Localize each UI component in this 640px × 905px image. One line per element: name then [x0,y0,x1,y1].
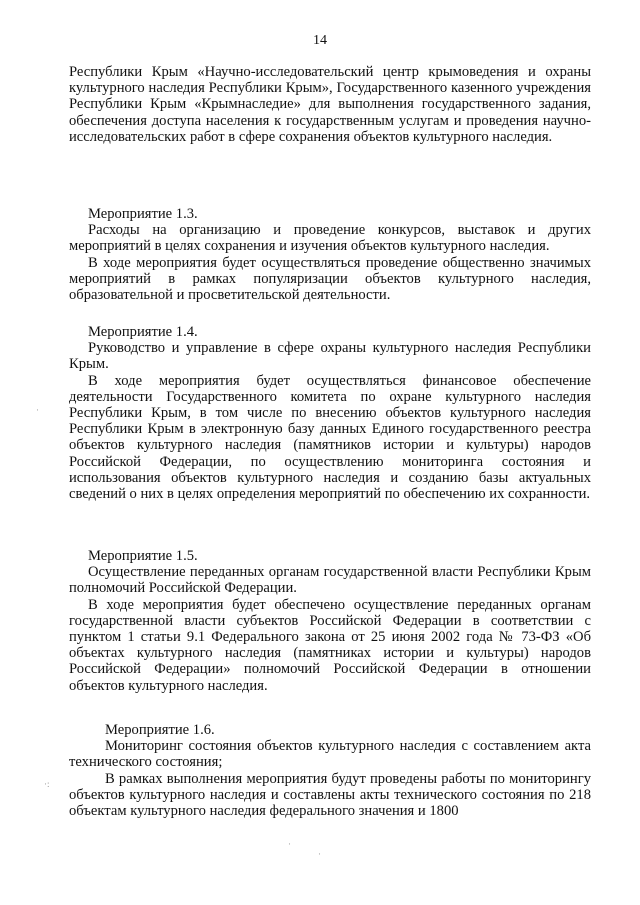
measure-1-3-section [69,206,591,303]
measure-title: Осуществление переданных органам государственной власти Республики Крым полномочий Российской Федерации. [69,564,591,597]
scan-speck: · [288,839,291,849]
measure-heading: Мероприятие 1.4. [88,324,198,340]
measure-heading: Мероприятие 1.6. [105,722,215,738]
scan-speck: · [318,849,321,859]
measure-1-4-section [69,324,591,502]
measure-heading: Мероприятие 1.3. [88,206,198,222]
measure-1-5-section [69,548,591,694]
scan-speck: · [36,405,39,415]
measure-body: В ходе мероприятия будет обеспечено осуществление переданных органам государственной власти субъектов Российской Федерации в соответствии с пунктом 1 статьи 9.1 Федерального закона от 25 июня 2002 года № 73-ФЗ «Об объектах культурного наследия (памятниках истории и культуры) народов Российской Федерации» полномочий Российской Федерации в отношении объектов культурного наследия. [69,596,591,694]
page-number: 14 [313,33,327,48]
measure-heading: Мероприятие 1.5. [88,548,198,564]
intro-paragraph: Республики Крым «Научно-исследовательский центр крымоведения и охраны культурного наследия Республики Крым», Государственного казенного учреждения Республики Крым «Крымнаследие» для выполнения государственного задания, обеспечения доступа населения к государственным услугам и проведения научно-исследовательских работ в сфере сохранения объектов культурного наследия. [69,64,591,145]
measure-title: Расходы на организацию и проведение конкурсов, выставок и других мероприятий в целях сохранения и изучения объектов культурного наследия. [69,222,591,255]
measure-title: Мониторинг состояния объектов культурного наследия с составлением акта технического состояния; [69,738,591,771]
measure-body: В рамках выполнения мероприятия будут проведены работы по мониторингу объектов культурного наследия и составлены акты технического состояния по 218 объектам культурного наследия федерального значения и 1800 [69,770,591,820]
measure-1-6-section [69,722,591,819]
scan-speck: ·: [44,779,50,789]
measure-title: Руководство и управление в сфере охраны культурного наследия Республики Крым. [69,340,591,373]
intro-section [69,64,591,145]
measure-body: В ходе мероприятия будет осуществляться проведение общественно значимых мероприятий в рамках популяризации объектов культурного наследия, образовательной и просветительской деятельности. [69,254,591,304]
measure-body: В ходе мероприятия будет осуществляться финансовое обеспечение деятельности Государственного комитета по охране культурного наследия Республики Крым, в том числе по внесению объектов культурного наследия Республики Крым в электронную базу данных Единого государственного реестра объектов культурного наследия (памятников истории и культуры) народов Российской Федерации, по осуществлению мониторинга состояния и использования объектов культурного наследия и созданию базы актуальных сведений о них в целях определения мероприятий по обеспечению их сохранности. [69,372,591,503]
